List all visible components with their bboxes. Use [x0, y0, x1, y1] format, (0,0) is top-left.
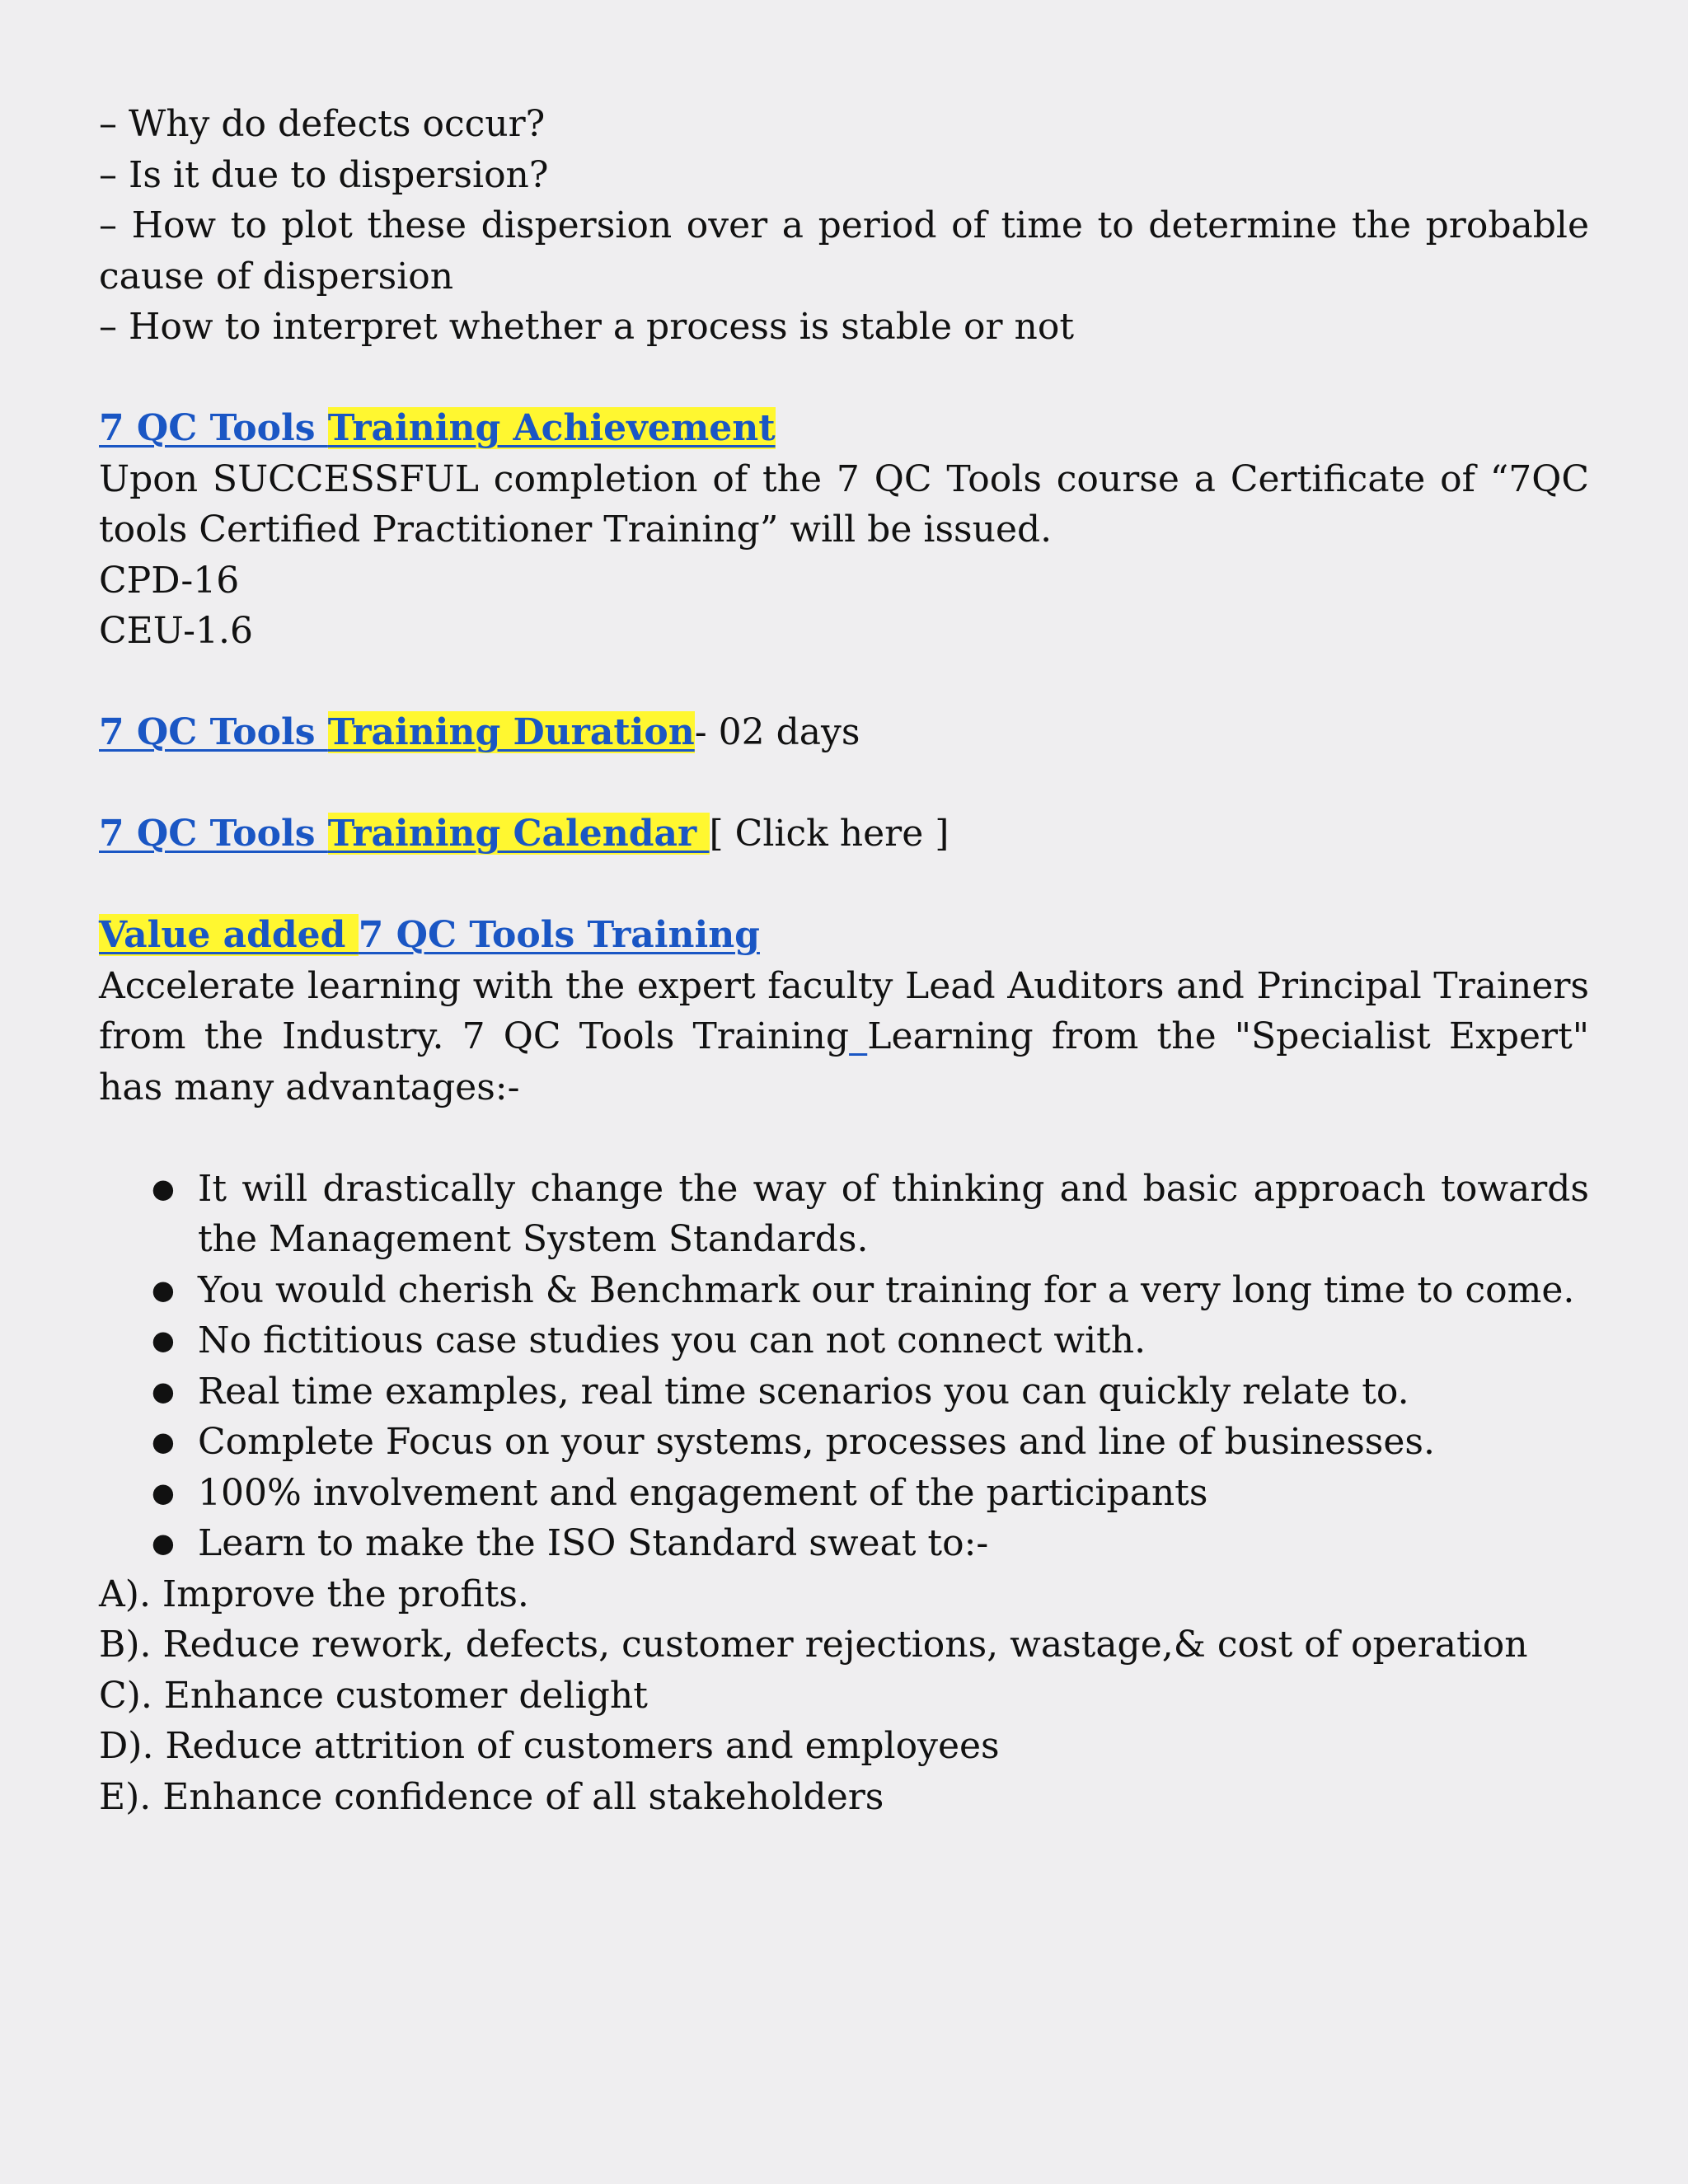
value-added-heading-highlight[interactable]: Value added [99, 914, 359, 956]
value-added-body-link-gap[interactable] [849, 1015, 867, 1057]
achievement-body: Upon SUCCESSFUL completion of the 7 QC Tools course a Certificate of “7QC tools Certified Practitioner Training” will be issued. [99, 457, 1589, 551]
calendar-click-here-link[interactable]: [ Click here ] [709, 813, 950, 855]
advantages-list [99, 1164, 1589, 1569]
calendar-heading-prefix[interactable]: 7 QC Tools [99, 813, 328, 855]
duration-line [99, 707, 1589, 758]
list-item-text: You would cherish & Benchmark our training for a very long time to come. [198, 1268, 1575, 1311]
value-added-body [99, 961, 1589, 1113]
list-item-text: Real time examples, real time scenarios you can quickly relate to. [198, 1370, 1409, 1413]
duration-value: - 02 days [694, 711, 860, 753]
calendar-line [99, 808, 1589, 860]
duration-heading-highlight[interactable]: Training Duration [327, 711, 695, 753]
outcomes-list [99, 1569, 1589, 1823]
list-item [99, 1417, 1589, 1468]
value-added-heading-suffix[interactable]: 7 QC Tools Training [358, 914, 760, 956]
outcome-item: B). Reduce rework, defects, customer rejections, wastage,& cost of operation [99, 1624, 1528, 1666]
intro-line: – How to interpret whether a process is stable or not [99, 306, 1074, 348]
calendar-heading-highlight[interactable]: Training Calendar [327, 813, 710, 855]
achievement-heading[interactable] [99, 403, 1589, 454]
bullet-icon: ● [152, 1375, 175, 1407]
list-item [99, 1518, 1589, 1569]
value-added-section [99, 910, 1589, 1113]
list-item-text: It will drastically change the way of thinking and basic approach towards the Management System Standards. [198, 1167, 1589, 1260]
achievement-heading-prefix[interactable]: 7 QC Tools [99, 407, 328, 449]
bullet-icon: ● [152, 1324, 175, 1356]
list-item [99, 1315, 1589, 1366]
intro-line: – Is it due to dispersion? [99, 153, 549, 196]
value-added-body-part3: Learning from the "Specialist Expert" has many advantages:- [99, 1015, 1589, 1108]
document-content [99, 99, 1589, 1822]
bullet-icon: ● [152, 1273, 175, 1305]
bullet-icon: ● [152, 1527, 175, 1558]
list-item [99, 1265, 1589, 1316]
outcome-item: C). Enhance customer delight [99, 1674, 648, 1717]
intro-line: – How to plot these dispersion over a period of time to determine the probable cause of dispersion [99, 204, 1589, 298]
list-item-text: No fictitious case studies you can not connect with. [198, 1319, 1146, 1361]
value-added-heading[interactable] [99, 910, 1589, 961]
list-item [99, 1164, 1589, 1265]
list-item-text: Learn to make the ISO Standard sweat to:- [198, 1522, 989, 1564]
outcome-item: E). Enhance confidence of all stakeholders [99, 1775, 884, 1818]
list-item-text: 100% involvement and engagement of the participants [198, 1471, 1208, 1514]
list-item [99, 1366, 1589, 1418]
bullet-icon: ● [152, 1172, 175, 1204]
cpd-value: CPD-16 [99, 559, 240, 602]
value-added-body-part1: Accelerate learning with the expert faculty Lead Auditors and Principal Trainers from the Industry. 7 QC Tools Training [99, 964, 1589, 1057]
bullet-icon: ● [152, 1426, 175, 1457]
achievement-section [99, 403, 1589, 657]
bullet-icon: ● [152, 1476, 175, 1508]
duration-heading-prefix[interactable]: 7 QC Tools [99, 711, 328, 753]
intro-line: – Why do defects occur? [99, 103, 546, 145]
achievement-heading-highlight[interactable]: Training Achievement [327, 407, 776, 449]
list-item-text: Complete Focus on your systems, processes and line of businesses. [198, 1421, 1435, 1463]
list-item [99, 1468, 1589, 1519]
ceu-value: CEU-1.6 [99, 610, 253, 652]
outcome-item: D). Reduce attrition of customers and employees [99, 1725, 1000, 1767]
outcome-item: A). Improve the profits. [99, 1572, 529, 1615]
intro-questions [99, 99, 1589, 353]
